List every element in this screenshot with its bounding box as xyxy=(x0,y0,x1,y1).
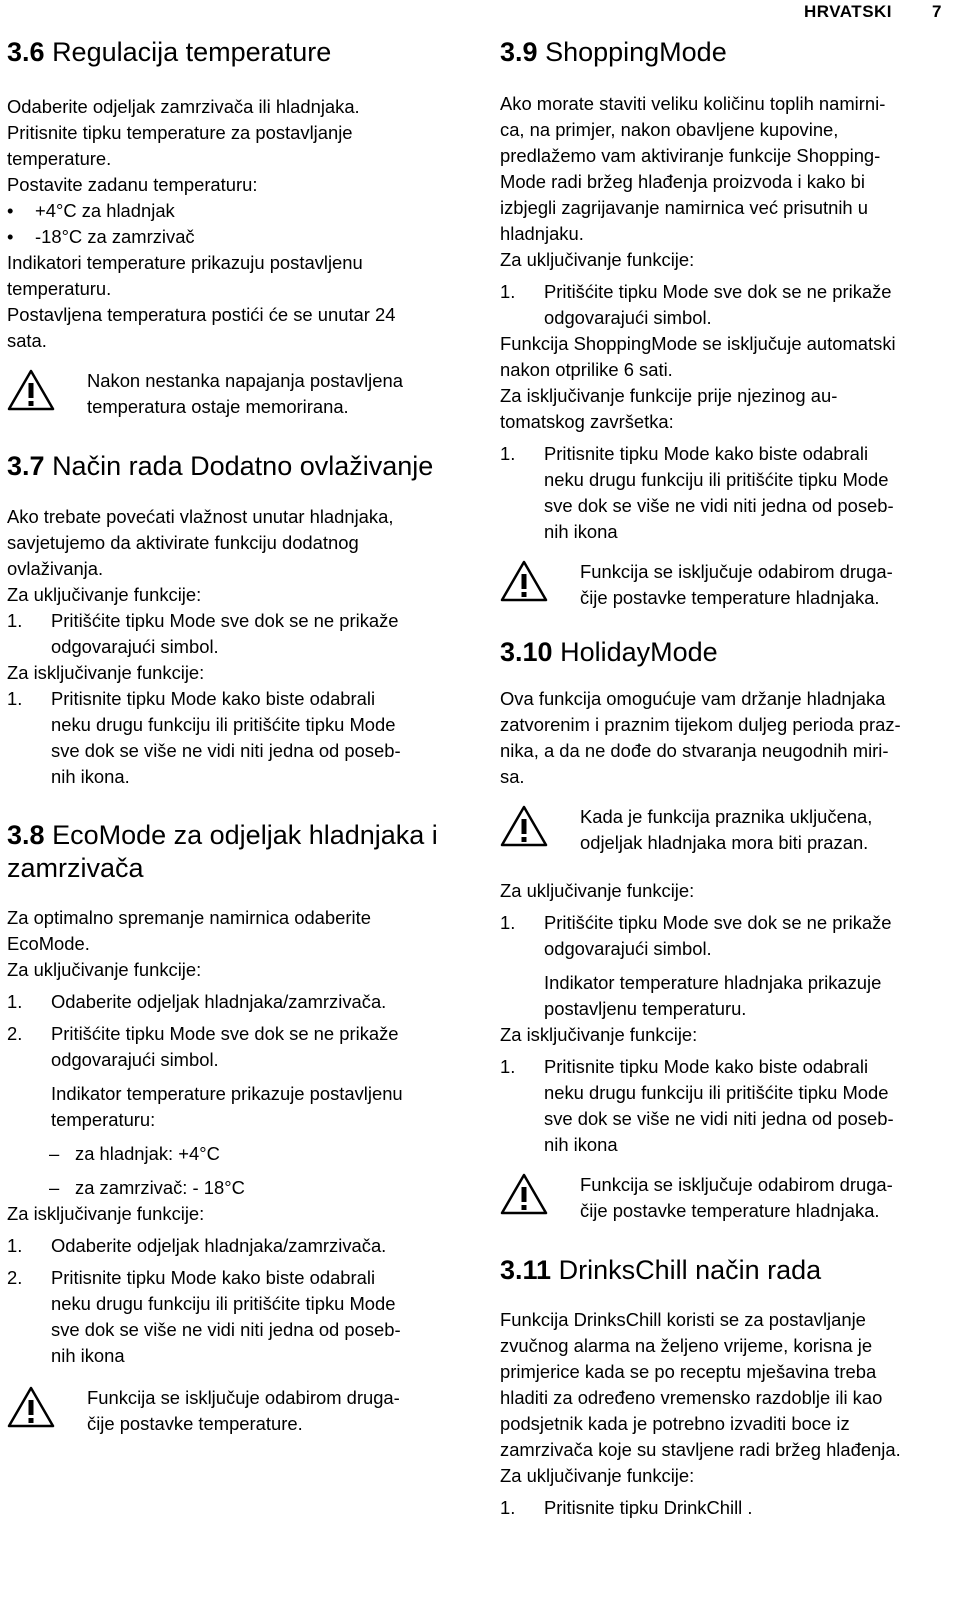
right-column xyxy=(500,0,952,1521)
off-label: Za isključivanje funkcije: xyxy=(7,1203,205,1224)
indicator-note: Indikator temperature prikazuje postavljenu temperaturu: xyxy=(51,1083,403,1130)
off-label: Za isključivanje funkcije: xyxy=(7,662,205,683)
off-label: Za isključivanje funkcije: xyxy=(500,1024,698,1045)
dash-item: – za hladnjak: +4°C xyxy=(49,1143,220,1164)
page-number: 7 xyxy=(932,2,942,21)
section-3-11-heading: 3.11 DrinksChill način rada xyxy=(500,1255,822,1285)
step-item: 2. Pritisnite tipku Mode kako biste odabrali neku drugu funkciju ili pritišćite tipku Mode sve dok se više ne vidi niti jedna od poseb- nih ikona xyxy=(7,1267,401,1366)
warning-icon xyxy=(7,368,55,412)
step-item: 1. Pritisnite tipku Mode kako biste odabrali neku drugu funkciju ili pritišćite tipku Mode sve dok se više ne vidi niti jedna od poseb- nih ikona xyxy=(500,443,894,542)
text-line: Ako trebate povećati vlažnost unutar hladnjaka, xyxy=(7,506,394,527)
left-column xyxy=(7,0,452,1437)
warning-box xyxy=(500,1172,952,1224)
warning-box xyxy=(7,1385,452,1437)
text-line: Ako morate staviti veliku količinu toplih namirni- xyxy=(500,93,886,114)
text-line: sa. xyxy=(500,766,525,787)
text-line: Indikatori temperature prikazuju postavljenu xyxy=(7,252,363,273)
text-line: sata. xyxy=(7,330,47,351)
text-line: predlažemo vam aktiviranje funkcije Shopping- xyxy=(500,145,881,166)
bullet-item: • +4°C za hladnjak xyxy=(7,198,452,224)
text-line: hladnjaku. xyxy=(500,223,584,244)
step-item: 1. Pritisnite tipku Mode kako biste odabrali neku drugu funkciju ili pritišćite tipku Mode sve dok se više ne vidi niti jedna od poseb- nih ikona. xyxy=(7,688,401,787)
warning-icon xyxy=(500,1172,548,1216)
warning-text: Funkcija se isključuje odabirom druga- xyxy=(580,561,893,582)
on-label: Za uključivanje funkcije: xyxy=(7,959,202,980)
text-line: temperaturu. xyxy=(7,278,112,299)
warning-text: Funkcija se isključuje odabirom druga- xyxy=(87,1387,400,1408)
step-item: 1. Odaberite odjeljak hladnjaka/zamrzivača. xyxy=(7,991,387,1012)
warning-text: odjeljak hladnjaka mora biti prazan. xyxy=(580,832,869,853)
on-label: Za uključivanje funkcije: xyxy=(7,584,202,605)
text-line: nika, a da ne dođe do stvaranja neugodnih miri- xyxy=(500,740,889,761)
warning-icon xyxy=(7,1385,55,1429)
warning-text: čije postavke temperature hladnjaka. xyxy=(580,1200,880,1221)
off-label: Za isključivanje funkcije prije njezinog au- xyxy=(500,385,838,406)
step-item: 1. Pritisnite tipku DrinkChill . xyxy=(500,1497,753,1518)
section-3-8-heading-cont: zamrzivača xyxy=(7,853,144,883)
step-item: 1. Pritišćite tipku Mode sve dok se ne prikaže odgovarajući simbol. xyxy=(500,912,892,959)
text-line: zatvorenim i praznim tijekom duljeg perioda praz- xyxy=(500,714,901,735)
text-line: Mode radi bržeg hlađenja proizvoda i kako bi xyxy=(500,171,865,192)
warning-box xyxy=(500,559,952,611)
language-label: HRVATSKI xyxy=(803,2,893,21)
on-label: Za uključivanje funkcije: xyxy=(500,249,695,270)
text-line: Funkcija ShoppingMode se isključuje automatski xyxy=(500,333,896,354)
bullet-item: • -18°C za zamrzivač xyxy=(7,224,452,250)
step-item: 1. Pritišćite tipku Mode sve dok se ne prikaže odgovarajući simbol. xyxy=(500,281,892,328)
section-3-9-heading: 3.9 ShoppingMode xyxy=(500,37,727,67)
text-line: Funkcija DrinksChill koristi se za postavljanje xyxy=(500,1309,866,1330)
text-line: zamrzivača koje su stavljene radi bržeg hlađenja. xyxy=(500,1439,901,1460)
text-line: Postavljena temperatura postići će se unutar 24 xyxy=(7,304,396,325)
warning-text: Funkcija se isključuje odabirom druga- xyxy=(580,1174,893,1195)
step-item: 2. Pritišćite tipku Mode sve dok se ne prikaže odgovarajući simbol. xyxy=(7,1023,399,1070)
step-item: 1. Pritisnite tipku Mode kako biste odabrali neku drugu funkciju ili pritišćite tipku Mode sve dok se više ne vidi niti jedna od poseb- nih ikona xyxy=(500,1056,894,1155)
warning-text: čije postavke temperature hladnjaka. xyxy=(580,587,880,608)
text-line: Postavite zadanu temperaturu: xyxy=(7,174,258,195)
text-line: primjerice kada se po receptu mješavina treba xyxy=(500,1361,877,1382)
off-label: tomatskog završetka: xyxy=(500,411,674,432)
text-line: ovlaživanja. xyxy=(7,558,104,579)
text-line: Ova funkcija omogućuje vam držanje hladnjaka xyxy=(500,688,886,709)
step-item: 1. Odaberite odjeljak hladnjaka/zamrzivača. xyxy=(7,1235,387,1256)
on-label: Za uključivanje funkcije: xyxy=(500,1465,695,1486)
warning-box xyxy=(7,368,452,420)
indicator-note: Indikator temperature hladnjaka prikazuje postavljenu temperaturu. xyxy=(544,972,882,1019)
section-3-6-heading: 3.6 Regulacija temperature xyxy=(7,37,332,67)
warning-box xyxy=(500,804,952,856)
dash-item: – za zamrzivač: - 18°C xyxy=(49,1177,245,1198)
warning-text: Kada je funkcija praznika uključena, xyxy=(580,806,873,827)
text-line: nakon otprilike 6 sati. xyxy=(500,359,673,380)
text-line: podsjetnik kada je potrebno izvaditi boce iz xyxy=(500,1413,850,1434)
text-line: ca, na primjer, nakon obavljene kupovine, xyxy=(500,119,839,140)
text-line: zvučnog alarma na željeno vrijeme, korisna je xyxy=(500,1335,873,1356)
warning-icon xyxy=(500,559,548,603)
text-line: EcoMode. xyxy=(7,933,90,954)
section-3-8-heading: 3.8 EcoMode za odjeljak hladnjaka i xyxy=(7,820,438,850)
text-line: temperature. xyxy=(7,148,112,169)
warning-text: temperatura ostaje memorirana. xyxy=(87,396,349,417)
text-line: hladiti za određeno vremensko razdoblje ili kao xyxy=(500,1387,883,1408)
section-3-7-heading: 3.7 Način rada Dodatno ovlaživanje xyxy=(7,451,434,481)
text-line: Odaberite odjeljak zamrzivača ili hladnjaka. xyxy=(7,96,360,117)
step-item: 1. Pritišćite tipku Mode sve dok se ne prikaže odgovarajući simbol. xyxy=(7,610,399,657)
on-label: Za uključivanje funkcije: xyxy=(500,880,695,901)
section-3-10-heading: 3.10 HolidayMode xyxy=(500,637,718,667)
text-line: izbjegli zagrijavanje namirnica već prisutnih u xyxy=(500,197,868,218)
warning-text: čije postavke temperature. xyxy=(87,1413,303,1434)
text-line: Pritisnite tipku temperature za postavljanje xyxy=(7,122,353,143)
warning-icon xyxy=(500,804,548,848)
text-line: savjetujemo da aktivirate funkciju dodatnog xyxy=(7,532,359,553)
warning-text: Nakon nestanka napajanja postavljena xyxy=(87,370,403,391)
text-line: Za optimalno spremanje namirnica odaberite xyxy=(7,907,371,928)
